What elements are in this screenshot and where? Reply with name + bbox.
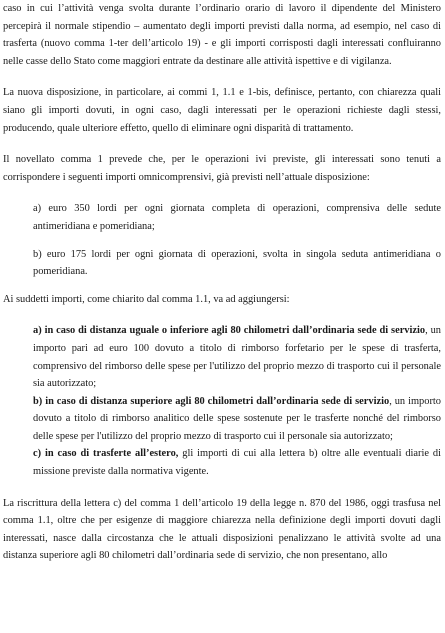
case-c-text: gli importi di cui alla lettera b) oltre alle eventuali diarie di missione previste dalla normativa vigente. — [33, 448, 441, 478]
paragraph-suddetti: Ai suddetti importi, come chiarito dal comma 1.1, va ad aggiungersi: — [3, 293, 290, 305]
case-a-text: , un importo pari ad euro 100 dovuto a titolo di rimborso forfetario per le spese di trasferta, comprensivo del rimborso delle spese per l'utilizzo del proprio mezzo di trasporto cui il personale sia autorizzato; — [33, 325, 441, 390]
list-item-b: b) euro 175 lordi per ogni giornata di operazioni, svolta in singola seduta antimeridiana o pomeridiana. — [33, 248, 441, 278]
paragraph-3: Il novellato comma 1 prevede che, per le operazioni ivi previste, gli interessati sono tenuti a corrispondere i seguenti importi omnicomprensivi, già previsti nell’attuale disposizione: — [3, 154, 441, 183]
paragraph-final: La riscrittura della lettera c) del comma 1 dell’articolo 19 della legge n. 870 del 1986, oggi trasfusa nel comma 1.1, oltre che per esigenze di maggiore chiarezza nella definizione degli importi dovuti dagli interessati, nasce dalla circostanza che le attuali disposizioni penalizzano le attività svolte ad una distanza superiore agli 80 chilometri dall’ordinaria sede di servizio, che non presentano, allo — [3, 497, 441, 562]
paragraph-1: caso in cui l’attività venga svolta durante l’ordinario orario di lavoro il dipendente del Ministero percepirà il normale stipendio – aumentato degli importi previsti dalla norma, ad esempio, nel caso di trasferta (nuovo comma 1-ter dell’articolo 19) - e gli importi corrisposti dagli interessati confluiranno nelle casse dello Stato come maggiori entrate da destinare alle attività ispettive e di vigilanza. — [3, 3, 441, 67]
case-a-bold: a) in caso di distanza uguale o inferiore agli 80 chilometri dall’ordinaria sede di servizio — [33, 325, 426, 337]
amounts-list — [3, 200, 441, 280]
case-b-bold: b) in caso di distanza superiore agli 80 chilometri dall’ordinaria sede di servizio — [33, 395, 390, 407]
document-page — [3, 0, 441, 579]
cases-block — [3, 322, 441, 480]
case-c-bold: c) in caso di trasferte all’estero, — [33, 448, 179, 460]
case-a — [33, 322, 441, 392]
case-c — [33, 445, 441, 480]
case-b-text: , un importo dovuto a titolo di rimborso analitico delle spese sostenute per le trasferte nonché del rimborso delle spese per l'utilizzo del proprio mezzo di trasporto cui il personale sia autorizzato; — [33, 395, 441, 442]
paragraph-2: La nuova disposizione, in particolare, ai commi 1, 1.1 e 1-bis, definisce, pertanto, con chiarezza quali siano gli importi dovuti, in ogni caso, dagli interessati per le operazioni richieste dagli stessi, producendo, quale ulteriore effetto, quello di eliminare ogni disparità di trattamento. — [3, 87, 441, 134]
case-b — [33, 393, 441, 446]
list-item-a: a) euro 350 lordi per ogni giornata completa di operazioni, comprensiva delle sedute antimeridiana e pomeridiana; — [33, 203, 441, 232]
